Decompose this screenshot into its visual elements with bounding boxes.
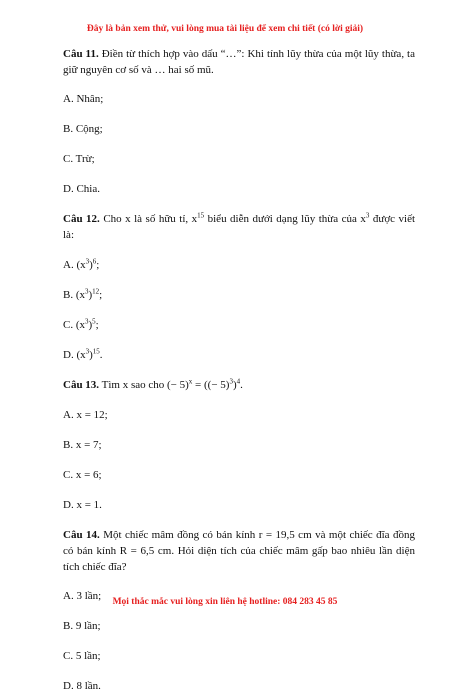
option-a: A. 3 lần; — [63, 590, 102, 602]
option-b: B. $(x^3)^{12}$; — [63, 287, 103, 301]
question-label: Câu 13. — [63, 379, 100, 391]
question-label: Câu 11. — [63, 48, 99, 60]
option-b: B. 9 lần; — [63, 620, 101, 632]
exponent: 15 — [197, 211, 205, 220]
question-text: ) — [232, 379, 237, 391]
question-12 — [63, 211, 415, 243]
question-text: . — [240, 379, 243, 391]
option-b: B. Cộng; — [63, 123, 103, 135]
option-b: B. x = 7; — [63, 439, 102, 451]
question-text: Một chiếc mâm đồng có bán kính r = 19,5 cm và một chiếc đĩa đồng có bán kính R = 6,5 cm. Hỏi diện tích của chiếc mâm gấp bao nhiêu lần diện tích chiếc đĩa? — [63, 529, 416, 573]
header-banner: Đây là bản xem thử, vui lòng mua tài liệu để xem chi tiết (có lời giải) — [86, 24, 364, 34]
question-text: Điền từ thích hợp vào dấu “…”: Khi tính lũy thừa của một lũy thừa, ta giữ nguyên cơ số và … hai số mũ. — [63, 48, 415, 76]
exponent: 3 — [365, 211, 370, 220]
question-text: Tìm x sao cho (− 5) — [101, 379, 189, 391]
question-text: Cho x là số hữu tỉ, x — [103, 213, 198, 225]
question-label: Câu 14. — [63, 529, 100, 541]
option-c: C. 5 lần; — [63, 650, 101, 662]
option-a: A. $(x^3)^6$; — [63, 257, 100, 271]
option-d: D. Chia. — [63, 183, 100, 195]
option-d: D. x = 1. — [63, 499, 102, 511]
footer-banner: Mọi thắc mắc vui lòng xin liên hệ hotline: 084 283 45 85 — [112, 597, 338, 607]
option-c: C. x = 6; — [63, 469, 102, 481]
question-14 — [63, 527, 415, 575]
option-c: C. Trừ; — [63, 153, 95, 165]
question-11 — [63, 46, 415, 78]
question-text: được viết là: — [63, 213, 416, 241]
option-d: D. 8 lần. — [63, 680, 101, 692]
exponent: x — [188, 377, 193, 386]
exponent: 3 — [229, 377, 233, 386]
question-text: biểu diễn dưới dạng lũy thừa của x — [204, 213, 366, 225]
option-a: A. Nhân; — [63, 93, 104, 105]
option-c: C. $(x^3)^5$; — [63, 317, 99, 331]
question-text: = ((− 5) — [192, 379, 230, 391]
option-d: D. $(x^3)^{15}$. — [63, 347, 103, 361]
question-13 — [63, 377, 415, 393]
option-a: A. x = 12; — [63, 409, 108, 421]
exponent: 4 — [236, 377, 241, 386]
question-label: Câu 12. — [63, 213, 100, 225]
